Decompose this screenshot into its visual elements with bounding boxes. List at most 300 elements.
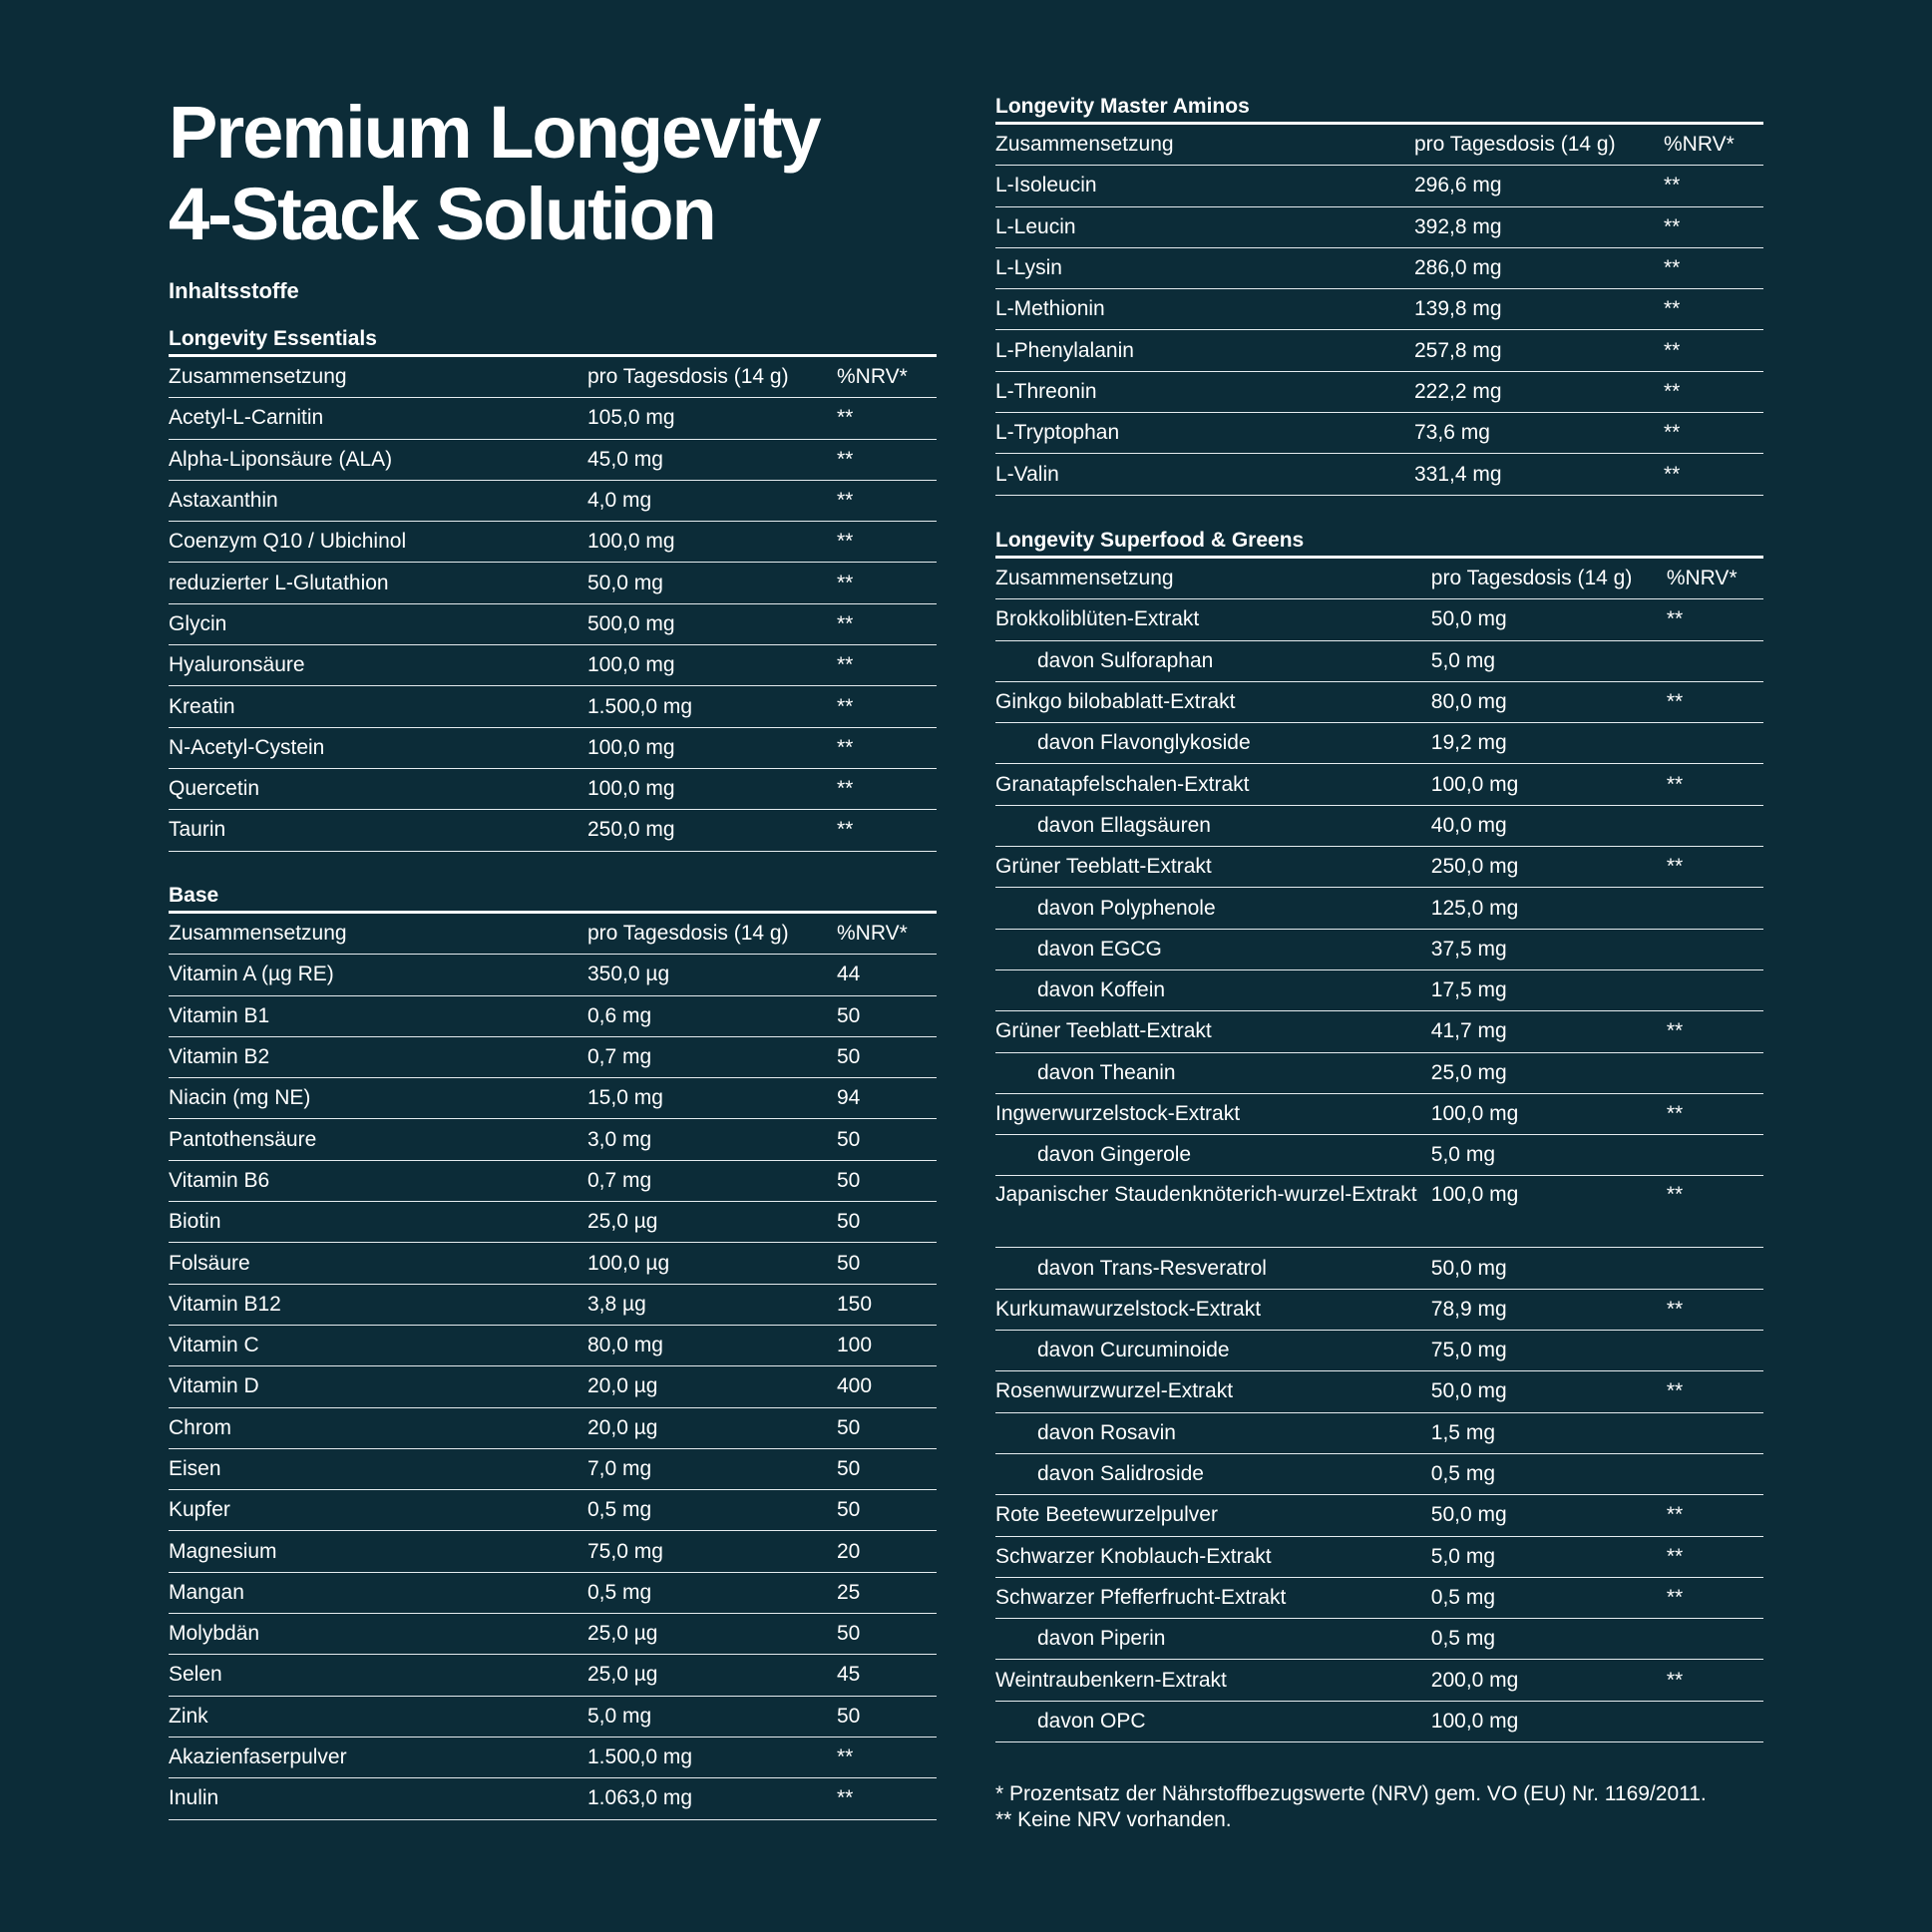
ingredient-nrv: ** [837,768,937,809]
ingredient-nrv: 50 [837,995,937,1036]
ingredient-nrv: 20 [837,1531,937,1572]
table-subrow [995,805,1763,846]
ingredient-name: Ginkgo bilobablatt-Extrakt [995,681,1431,722]
footnote-no-nrv: ** Keine NRV vorhanden. [995,1808,1232,1831]
ingredient-name: N-Acetyl-Cystein [169,727,587,768]
table-row [169,1160,937,1201]
ingredient-nrv: 44 [837,955,937,995]
table-row [995,681,1763,722]
ingredient-nrv: ** [1667,681,1763,722]
ingredient-dose: 296,6 mg [1414,166,1664,206]
table-row [169,1036,937,1077]
ingredient-nrv: ** [1664,289,1763,330]
header-daily-dose: pro Tagesdosis (14 g) [587,356,837,398]
ingredient-dose: 41,7 mg [1431,1011,1667,1052]
ingredient-dose: 1.063,0 mg [587,1778,837,1819]
ingredient-name: Selen [169,1655,587,1696]
base-section [169,881,937,1820]
ingredient-nrv: ** [1667,599,1763,640]
ingredient-name: davon EGCG [995,929,1431,969]
ingredient-name: Chrom [169,1407,587,1448]
header-nrv: %NRV* [837,913,937,955]
footnotes [995,1781,1707,1833]
ingredient-name: Granatapfelschalen-Extrakt [995,764,1431,805]
ingredient-nrv: ** [1667,1093,1763,1134]
table-row [169,768,937,809]
ingredient-dose: 250,0 mg [587,810,837,851]
ingredient-dose: 50,0 mg [1431,1248,1667,1289]
ingredient-name: davon Ellagsäuren [995,805,1431,846]
ingredient-nrv [1667,1052,1763,1093]
ingredient-nrv: ** [1667,1577,1763,1618]
table-subrow [995,1052,1763,1093]
table-row [169,439,937,480]
ingredient-nrv: ** [837,563,937,603]
table-subrow [995,1453,1763,1494]
ingredient-dose: 286,0 mg [1414,247,1664,288]
ingredient-name: davon Sulforaphan [995,640,1431,681]
ingredient-dose: 25,0 mg [1431,1052,1667,1093]
ingredient-nrv: 94 [837,1078,937,1119]
ingredient-name: Niacin (mg NE) [169,1078,587,1119]
table-subrow [995,640,1763,681]
ingredient-name: Vitamin B6 [169,1160,587,1201]
table-row [169,1737,937,1777]
table-row [995,166,1763,206]
page-title [169,92,820,255]
ingredient-name: Kupfer [169,1490,587,1531]
ingredient-name: Folsäure [169,1243,587,1284]
table-row [995,764,1763,805]
table-row [995,330,1763,371]
ingredient-dose: 19,2 mg [1431,723,1667,764]
ingredient-name: davon Gingerole [995,1135,1431,1176]
header-composition: Zusammensetzung [995,124,1414,166]
ingredient-name: Glycin [169,603,587,644]
table-subrow [995,888,1763,929]
ingredient-nrv: 50 [837,1407,937,1448]
ingredient-dose: 5,0 mg [1431,640,1667,681]
ingredient-dose: 50,0 mg [1431,599,1667,640]
ingredient-dose: 100,0 mg [1431,764,1667,805]
table-row [995,371,1763,412]
ingredient-nrv: ** [1664,413,1763,454]
ingredient-name: Quercetin [169,768,587,809]
ingredient-dose: 5,0 mg [1431,1536,1667,1577]
ingredient-nrv [1667,1331,1763,1371]
ingredient-dose: 25,0 µg [587,1202,837,1243]
ingredient-name: Kurkumawurzelstock-Extrakt [995,1289,1431,1330]
table-row [169,1366,937,1407]
ingredient-nrv [1667,1701,1763,1741]
ingredient-dose: 100,0 mg [1431,1701,1667,1741]
ingredient-dose: 0,7 mg [587,1036,837,1077]
ingredient-nrv: 400 [837,1366,937,1407]
ingredient-nrv: ** [837,810,937,851]
table-subrow [995,1701,1763,1741]
ingredient-nrv: ** [1664,330,1763,371]
table-subrow [995,969,1763,1010]
table-row [169,810,937,851]
ingredient-nrv: 50 [837,1036,937,1077]
ingredient-dose: 3,8 µg [587,1284,837,1325]
ingredient-nrv: ** [1664,206,1763,247]
ingredient-nrv: 50 [837,1614,937,1655]
footnote-nrv: * Prozentsatz der Nährstoffbezugswerte (NRV) gem. VO (EU) Nr. 1169/2011. [995,1782,1707,1805]
table-row [995,1660,1763,1701]
ingredient-dose: 1.500,0 mg [587,1737,837,1777]
table-subrow [995,1331,1763,1371]
ingredient-name: Vitamin D [169,1366,587,1407]
ingredient-name: Brokkoliblüten-Extrakt [995,599,1431,640]
ingredient-dose: 100,0 mg [587,645,837,686]
table-subrow [995,1135,1763,1176]
ingredient-dose: 80,0 mg [1431,681,1667,722]
ingredient-name: davon Rosavin [995,1412,1431,1453]
ingredient-name: Akazienfaserpulver [169,1737,587,1777]
table-row [169,686,937,727]
section-title: Longevity Master Aminos [995,95,1250,118]
ingredient-dose: 139,8 mg [1414,289,1664,330]
ingredient-dose: 350,0 µg [587,955,837,995]
ingredient-dose: 3,0 mg [587,1119,837,1160]
table-row [995,1011,1763,1052]
table-header-row [169,356,937,398]
ingredient-nrv: ** [837,727,937,768]
ingredient-nrv: ** [837,439,937,480]
table-row [169,955,937,995]
ingredient-dose: 25,0 µg [587,1655,837,1696]
table-row [995,599,1763,640]
ingredient-nrv: ** [1667,1289,1763,1330]
ingredient-nrv: ** [1664,454,1763,495]
ingredient-name: Zink [169,1696,587,1737]
superfood-section [995,526,1763,1742]
table-row [169,1119,937,1160]
table-subrow [995,723,1763,764]
base-table [169,911,937,1820]
table-row [995,847,1763,888]
ingredient-dose: 78,9 mg [1431,1289,1667,1330]
ingredient-nrv: ** [1664,371,1763,412]
ingredient-name: Weintraubenkern-Extrakt [995,1660,1431,1701]
ingredient-name: L-Leucin [995,206,1414,247]
ingredient-dose: 100,0 mg [1431,1093,1667,1134]
table-row [995,289,1763,330]
table-header-row [169,913,937,955]
ingredient-dose: 50,0 mg [1431,1495,1667,1536]
ingredient-name: davon Salidroside [995,1453,1431,1494]
ingredient-nrv: 150 [837,1284,937,1325]
essentials-table [169,354,937,852]
table-row [169,1778,937,1819]
ingredient-name: Astaxanthin [169,480,587,521]
ingredient-dose: 0,5 mg [1431,1577,1667,1618]
ingredient-nrv: 50 [837,1696,937,1737]
table-row [169,1696,937,1737]
ingredient-nrv: 25 [837,1572,937,1613]
ingredient-name: Kreatin [169,686,587,727]
ingredient-name: Vitamin C [169,1325,587,1365]
ingredient-nrv: ** [1667,1660,1763,1701]
ingredient-dose: 40,0 mg [1431,805,1667,846]
ingredient-name: davon Trans-Resveratrol [995,1248,1431,1289]
ingredient-nrv: 50 [837,1160,937,1201]
section-title: Longevity Superfood & Greens [995,529,1305,552]
ingredient-name: Schwarzer Pfefferfrucht-Extrakt [995,1577,1431,1618]
table-subrow [995,929,1763,969]
title-line-1: Premium Longevity [169,91,820,174]
ingredient-dose: 100,0 mg [1431,1176,1667,1248]
ingredient-name: Acetyl-L-Carnitin [169,398,587,439]
ingredient-nrv: ** [837,522,937,563]
ingredient-nrv [1667,1248,1763,1289]
ingredient-name: Hyaluronsäure [169,645,587,686]
ingredient-name: Rote Beetewurzelpulver [995,1495,1431,1536]
ingredient-dose: 0,5 mg [587,1490,837,1531]
ingredient-nrv: ** [837,603,937,644]
ingredient-name: L-Phenylalanin [995,330,1414,371]
ingredient-dose: 20,0 µg [587,1407,837,1448]
ingredient-nrv [1667,1619,1763,1660]
table-row [995,1577,1763,1618]
ingredient-name: L-Valin [995,454,1414,495]
ingredient-nrv [1667,640,1763,681]
table-row [995,1093,1763,1134]
header-composition: Zusammensetzung [169,356,587,398]
table-row [995,413,1763,454]
ingredient-name: Magnesium [169,1531,587,1572]
table-row [995,247,1763,288]
ingredient-nrv: ** [837,480,937,521]
superfood-table [995,556,1763,1742]
ingredient-dose: 45,0 mg [587,439,837,480]
ingredient-name: Ingwerwurzelstock-Extrakt [995,1093,1431,1134]
header-nrv: %NRV* [1667,558,1763,599]
table-row [169,995,937,1036]
ingredient-dose: 105,0 mg [587,398,837,439]
ingredient-nrv: 50 [837,1490,937,1531]
ingredient-name: Taurin [169,810,587,851]
table-row [995,1536,1763,1577]
header-daily-dose: pro Tagesdosis (14 g) [1431,558,1667,599]
ingredient-dose: 222,2 mg [1414,371,1664,412]
ingredient-nrv [1667,805,1763,846]
ingredient-name: L-Tryptophan [995,413,1414,454]
ingredient-dose: 0,5 mg [1431,1453,1667,1494]
ingredient-name: Alpha-Liponsäure (ALA) [169,439,587,480]
ingredient-dose: 100,0 µg [587,1243,837,1284]
ingredient-name: Coenzym Q10 / Ubichinol [169,522,587,563]
ingredient-dose: 331,4 mg [1414,454,1664,495]
ingredient-nrv [1667,723,1763,764]
table-row [169,645,937,686]
table-row [995,1495,1763,1536]
ingredient-dose: 75,0 mg [587,1531,837,1572]
ingredient-nrv: 100 [837,1325,937,1365]
table-row [169,1202,937,1243]
table-row [995,1176,1763,1248]
table-row [169,522,937,563]
ingredient-nrv: ** [837,398,937,439]
ingredient-name: davon Curcuminoide [995,1331,1431,1371]
ingredient-nrv: ** [837,645,937,686]
ingredient-dose: 75,0 mg [1431,1331,1667,1371]
ingredient-name: Grüner Teeblatt-Extrakt [995,847,1431,888]
ingredient-nrv: ** [1667,847,1763,888]
ingredient-nrv: 50 [837,1119,937,1160]
ingredient-nrv [1667,1135,1763,1176]
ingredient-dose: 5,0 mg [587,1696,837,1737]
ingredient-name: Biotin [169,1202,587,1243]
ingredient-nrv: ** [1664,247,1763,288]
ingredient-nrv: 50 [837,1202,937,1243]
table-header-row [995,124,1763,166]
aminos-section [995,92,1763,496]
ingredient-dose: 15,0 mg [587,1078,837,1119]
ingredient-nrv: ** [1667,1176,1763,1248]
table-row [995,454,1763,495]
ingredient-name: davon Koffein [995,969,1431,1010]
ingredient-dose: 5,0 mg [1431,1135,1667,1176]
ingredient-name: davon Theanin [995,1052,1431,1093]
ingredient-nrv: ** [1667,1536,1763,1577]
table-row [169,1325,937,1365]
ingredient-dose: 100,0 mg [587,768,837,809]
ingredient-nrv: ** [1667,1011,1763,1052]
ingredient-dose: 73,6 mg [1414,413,1664,454]
table-row [169,1655,937,1696]
ingredient-dose: 80,0 mg [587,1325,837,1365]
aminos-table [995,122,1763,496]
ingredient-dose: 0,7 mg [587,1160,837,1201]
table-row [169,1078,937,1119]
ingredient-nrv [1667,1412,1763,1453]
table-subrow [995,1619,1763,1660]
ingredients-label: Inhaltsstoffe [169,278,299,303]
ingredient-nrv: 45 [837,1655,937,1696]
ingredient-name: davon OPC [995,1701,1431,1741]
ingredient-name: davon Polyphenole [995,888,1431,929]
table-row [169,1614,937,1655]
ingredient-dose: 0,5 mg [587,1572,837,1613]
essentials-section [169,324,937,852]
ingredient-name: Pantothensäure [169,1119,587,1160]
ingredient-dose: 4,0 mg [587,480,837,521]
ingredient-nrv: ** [1667,1495,1763,1536]
ingredient-dose: 7,0 mg [587,1448,837,1489]
header-daily-dose: pro Tagesdosis (14 g) [1414,124,1664,166]
ingredient-name: Schwarzer Knoblauch-Extrakt [995,1536,1431,1577]
ingredient-name: Inulin [169,1778,587,1819]
ingredient-dose: 0,5 mg [1431,1619,1667,1660]
header-nrv: %NRV* [1664,124,1763,166]
ingredient-name: Vitamin B12 [169,1284,587,1325]
ingredient-dose: 1,5 mg [1431,1412,1667,1453]
table-subrow [995,1248,1763,1289]
title-line-2: 4-Stack Solution [169,173,715,255]
ingredient-name: Vitamin A (µg RE) [169,955,587,995]
ingredient-name: L-Lysin [995,247,1414,288]
ingredient-dose: 50,0 mg [1431,1371,1667,1412]
ingredient-dose: 0,6 mg [587,995,837,1036]
ingredient-nrv [1667,929,1763,969]
ingredient-name: reduzierter L-Glutathion [169,563,587,603]
table-row [169,1572,937,1613]
ingredient-name: Grüner Teeblatt-Extrakt [995,1011,1431,1052]
ingredient-dose: 100,0 mg [587,727,837,768]
ingredient-name: Rosenwurzwurzel-Extrakt [995,1371,1431,1412]
ingredient-name: Mangan [169,1572,587,1613]
table-row [169,563,937,603]
table-row [169,480,937,521]
ingredient-nrv: 50 [837,1243,937,1284]
ingredient-dose: 250,0 mg [1431,847,1667,888]
header-composition: Zusammensetzung [995,558,1431,599]
ingredient-name: L-Isoleucin [995,166,1414,206]
table-row [995,1371,1763,1412]
ingredient-dose: 17,5 mg [1431,969,1667,1010]
ingredient-name: L-Methionin [995,289,1414,330]
ingredient-nrv: ** [837,686,937,727]
ingredient-name: Vitamin B1 [169,995,587,1036]
ingredient-dose: 125,0 mg [1431,888,1667,929]
ingredient-nrv [1667,1453,1763,1494]
ingredient-dose: 20,0 µg [587,1366,837,1407]
section-title: Longevity Essentials [169,327,377,350]
header-nrv: %NRV* [837,356,937,398]
ingredient-dose: 200,0 mg [1431,1660,1667,1701]
ingredient-nrv: ** [837,1737,937,1777]
table-subrow [995,1412,1763,1453]
table-row [169,727,937,768]
ingredient-dose: 100,0 mg [587,522,837,563]
ingredient-dose: 50,0 mg [587,563,837,603]
ingredient-nrv: ** [1667,764,1763,805]
ingredient-name: Molybdän [169,1614,587,1655]
header-composition: Zusammensetzung [169,913,587,955]
ingredient-name: davon Piperin [995,1619,1431,1660]
table-row [169,1531,937,1572]
ingredient-name: davon Flavonglykoside [995,723,1431,764]
ingredient-nrv: ** [1664,166,1763,206]
ingredient-name: Japanischer Staudenknöterich-wurzel-Extrakt [995,1176,1431,1248]
ingredient-nrv [1667,888,1763,929]
ingredient-name: L-Threonin [995,371,1414,412]
table-header-row [995,558,1763,599]
ingredient-nrv [1667,969,1763,1010]
ingredient-name: Eisen [169,1448,587,1489]
ingredient-nrv: ** [1667,1371,1763,1412]
ingredient-dose: 257,8 mg [1414,330,1664,371]
ingredient-dose: 25,0 µg [587,1614,837,1655]
ingredient-dose: 1.500,0 mg [587,686,837,727]
ingredient-dose: 37,5 mg [1431,929,1667,969]
table-row [169,1243,937,1284]
ingredient-dose: 500,0 mg [587,603,837,644]
ingredient-nrv: 50 [837,1448,937,1489]
table-row [169,398,937,439]
section-title: Base [169,884,219,907]
table-row [995,1289,1763,1330]
table-row [169,1407,937,1448]
table-row [169,1284,937,1325]
table-row [169,603,937,644]
header-daily-dose: pro Tagesdosis (14 g) [587,913,837,955]
table-row [169,1448,937,1489]
table-row [995,206,1763,247]
ingredient-nrv: ** [837,1778,937,1819]
